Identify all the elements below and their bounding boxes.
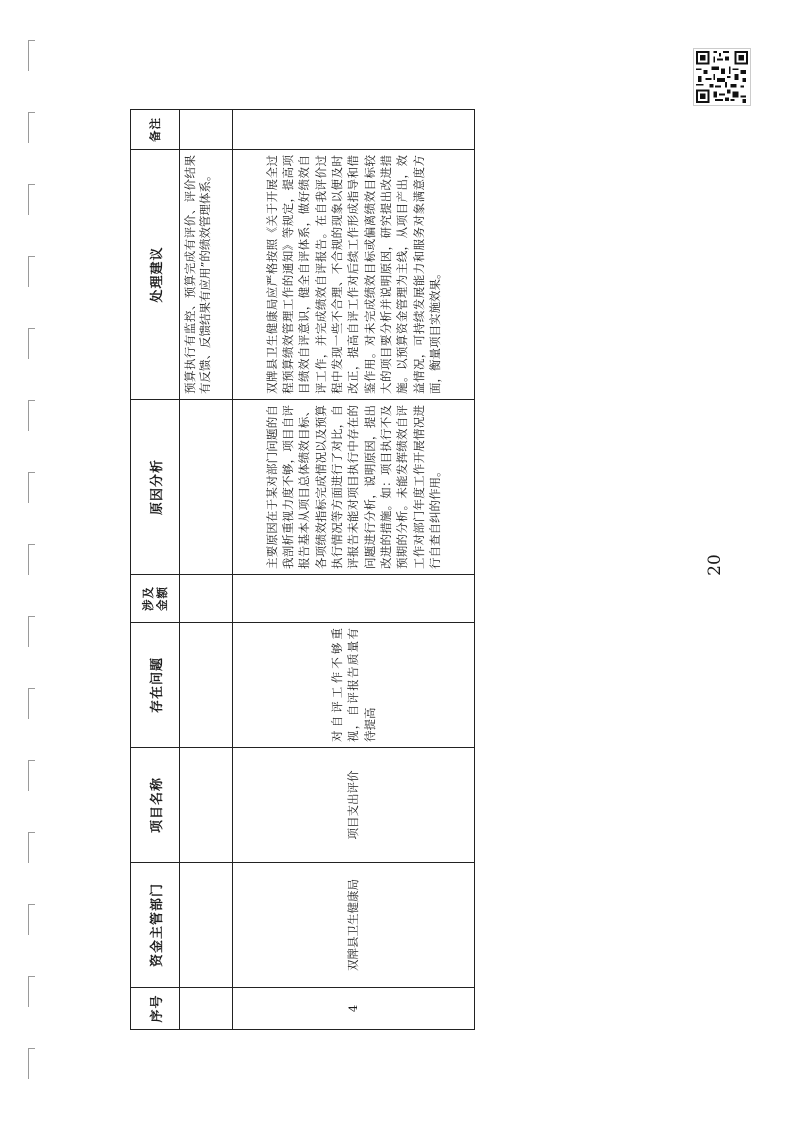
header-note: 备注 xyxy=(131,110,180,150)
prev-cell-amount xyxy=(180,575,233,623)
binding-marks xyxy=(28,0,42,1121)
cell-amount xyxy=(233,575,475,623)
evaluation-table xyxy=(130,109,475,1030)
cell-dept: 双牌县卫生健康局 xyxy=(233,863,475,988)
table-header-row xyxy=(131,110,180,1030)
header-dept: 资金主管部门 xyxy=(131,863,180,988)
header-seq: 序号 xyxy=(131,988,180,1030)
table-row-continued xyxy=(180,110,233,1030)
prev-cell-seq xyxy=(180,988,233,1030)
cell-note xyxy=(233,110,475,150)
cell-project: 项目支出评价 xyxy=(233,748,475,863)
prev-cell-cause xyxy=(180,400,233,575)
prev-cell-dept xyxy=(180,863,233,988)
prev-cell-project xyxy=(180,748,233,863)
header-issue: 存在问题 xyxy=(131,623,180,748)
cell-seq: 4 xyxy=(233,988,475,1030)
table-row xyxy=(233,110,475,1030)
page-number: 20 xyxy=(705,554,725,576)
header-cause: 原因分析 xyxy=(131,400,180,575)
rotated-table-container xyxy=(130,110,475,1030)
header-suggestion: 处理建议 xyxy=(131,150,180,400)
qr-code xyxy=(693,48,751,106)
cell-suggestion: 双牌县卫生健康局应严格按照《关于开展全过程预算绩效管理工作的通知》等规定，提高项目绩效自评意识，健全自评体系，做好绩效自评工作，并完成绩效自评报告。在自我评价过程中发现一些不合理、不合规的现象以便及时改正，提高自评工作对后续工作形成指导和借鉴作用。对未完成绩效目标或偏离绩效目标较大的项目要分析并说明原因，研究提出改进措施。以预算资金管理为主线，从项目产出，效益情况，可持续发展能力和服务对象满意度方面，衡量项目实施效果。 xyxy=(233,150,475,400)
header-amount: 涉及金额 xyxy=(131,575,180,623)
cell-issue: 对自评工作不够重视，自评报告质量有待提高 xyxy=(233,623,475,748)
header-project: 项目名称 xyxy=(131,748,180,863)
prev-cell-note xyxy=(180,110,233,150)
prev-cell-issue xyxy=(180,623,233,748)
cell-cause: 主要原因在于某对部门问题的自我剖析重视力度不够，项目自评报告基本从项目总体绩效目标、各项绩效指标完成情况以及预算执行情况等方面进行了对比，自评报告未能对项目执行中存在的问题进行分析，说明原因，提出改进的措施。如：项目执行不及预期的分析。未能发挥绩效自评工作对部门年度工作开展情况进行自查自纠的作用。 xyxy=(233,400,475,575)
prev-cell-suggestion: 预算执行有监控、预算完成有评价、评价结果有反馈、反馈结果有应用”的绩效管理体系。 xyxy=(180,150,233,400)
